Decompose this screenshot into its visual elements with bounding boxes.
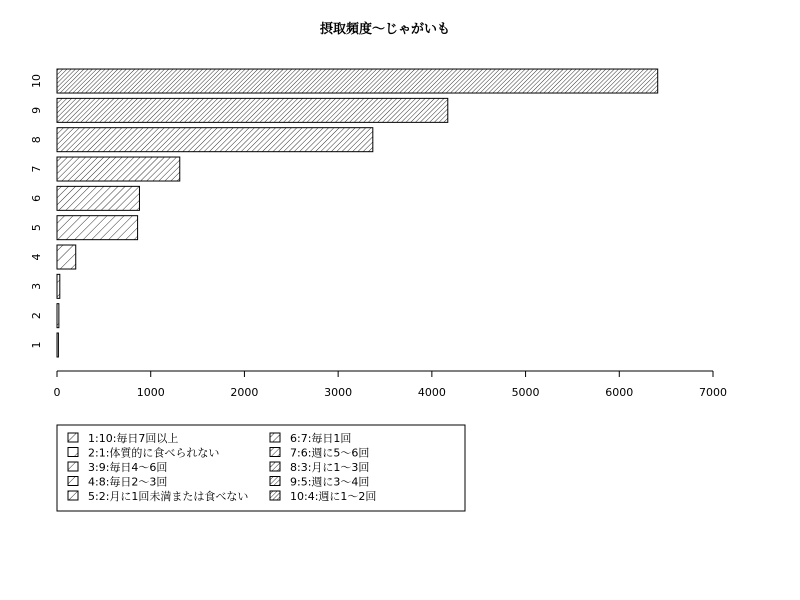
y-tick-label: 3 — [30, 282, 43, 290]
y-tick-label: 1 — [30, 341, 43, 349]
y-tick-label: 6 — [30, 194, 43, 202]
x-tick-label: 7000 — [699, 386, 727, 399]
x-tick-label: 2000 — [230, 386, 259, 399]
y-tick-label: 7 — [30, 165, 43, 173]
x-tick-label: 4000 — [417, 386, 446, 399]
legend-label: 9:5:週に3〜4回 — [290, 475, 370, 489]
x-tick-label: 1000 — [136, 386, 165, 399]
bar-2 — [57, 304, 59, 328]
legend-label: 5:2:月に1回未満または食べない — [88, 490, 249, 503]
legend-swatch — [68, 462, 78, 471]
x-tick-label: 6000 — [605, 386, 634, 399]
y-tick-label: 2 — [30, 312, 43, 320]
bar-10 — [57, 69, 658, 93]
legend — [57, 425, 465, 511]
y-tick-label: 4 — [30, 253, 43, 261]
x-tick-label: 5000 — [511, 386, 540, 399]
legend-swatch — [270, 477, 280, 486]
legend-label: 1:10:毎日7回以上 — [88, 432, 179, 445]
legend-swatch — [270, 462, 280, 471]
legend-swatch — [68, 433, 78, 442]
bar-3 — [57, 274, 60, 298]
bars-group — [57, 69, 658, 357]
legend-swatch — [68, 477, 78, 486]
x-tick-label: 3000 — [324, 386, 353, 399]
y-axis — [30, 74, 43, 348]
x-tick-label: 0 — [53, 386, 61, 399]
y-tick-label: 10 — [30, 74, 43, 89]
legend-swatch — [270, 448, 280, 457]
y-tick-label: 8 — [30, 136, 43, 144]
bar-9 — [57, 98, 448, 122]
bar-8 — [57, 128, 373, 152]
bar-4 — [57, 245, 76, 269]
bar-5 — [57, 216, 138, 240]
legend-swatch — [270, 491, 280, 500]
legend-swatch — [68, 491, 78, 500]
legend-label: 2:1:体質的に食べられない — [88, 446, 220, 460]
x-axis — [54, 371, 728, 399]
legend-label: 3:9:毎日4〜6回 — [88, 461, 168, 474]
y-tick-label: 5 — [30, 224, 43, 232]
legend-label: 6:7:毎日1回 — [290, 432, 352, 445]
y-tick-label: 9 — [30, 106, 43, 114]
chart-title: 摂取頻度〜じゃがいも — [319, 22, 451, 37]
legend-label: 8:3:月に1〜3回 — [290, 461, 370, 474]
bar-7 — [57, 157, 180, 181]
legend-label: 7:6:週に5〜6回 — [290, 446, 370, 460]
legend-swatch — [270, 433, 280, 442]
bar-1 — [57, 333, 58, 357]
bar-6 — [57, 186, 139, 210]
legend-swatch — [68, 448, 78, 457]
legend-label: 10:4:週に1〜2回 — [290, 490, 377, 503]
legend-label: 4:8:毎日2〜3回 — [88, 475, 168, 489]
